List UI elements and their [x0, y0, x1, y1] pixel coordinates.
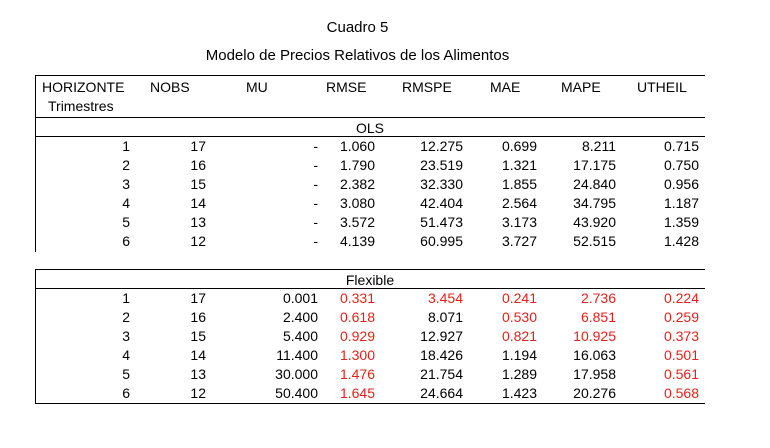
column-header: MAE [490, 79, 521, 95]
table-cell: 3 [122, 176, 130, 192]
table-cell: 0.259 [663, 309, 699, 325]
table-cell: 0.715 [663, 138, 699, 154]
table-cell: 3.080 [339, 195, 375, 211]
table-cell: 24.664 [420, 385, 463, 401]
table-cell: 1.289 [501, 366, 537, 382]
table-cell: 1.476 [339, 366, 375, 382]
table-cell: 13 [190, 214, 206, 230]
table-cell: 0.956 [663, 176, 699, 192]
table-cell: 6 [122, 233, 130, 249]
table-cell: 17 [190, 290, 206, 306]
table-cell: 2.382 [339, 176, 375, 192]
table-cell: 1.428 [663, 233, 699, 249]
table-cell: 12 [190, 385, 206, 401]
table-cell: 2 [122, 309, 130, 325]
table-cell: 5.400 [282, 328, 318, 344]
table-cell: 1.194 [501, 347, 537, 363]
table-cell: 17.958 [573, 366, 616, 382]
table-cell: 30.000 [275, 366, 318, 382]
table-cell: 17.175 [573, 157, 616, 173]
table-cell: 51.473 [420, 214, 463, 230]
table-cell: 42.404 [420, 195, 463, 211]
column-header: HORIZONTE [42, 79, 125, 95]
table-cell: 0.373 [663, 328, 699, 344]
table-cell: 5 [122, 366, 130, 382]
table-cell: 52.515 [573, 233, 616, 249]
table-cell: 1.187 [663, 195, 699, 211]
table-cell: 0.001 [282, 290, 318, 306]
table-cell: 4 [122, 347, 130, 363]
section-label: Flexible [345, 272, 395, 288]
column-header: UTHEIL [637, 79, 687, 95]
section-label: OLS [355, 120, 384, 136]
table-cell: 0.750 [663, 157, 699, 173]
table-cell: 1.359 [663, 214, 699, 230]
table-cell: 14 [190, 347, 206, 363]
table-cell: 0.530 [501, 309, 537, 325]
column-header-sub: Trimestres [48, 98, 114, 114]
table-cell: 0.618 [339, 309, 375, 325]
table-cell: 1.645 [339, 385, 375, 401]
table-cell: 1.300 [339, 347, 375, 363]
table-cell: 3.173 [501, 214, 537, 230]
table-cell: 0.331 [339, 290, 375, 306]
table-cell: 0.561 [663, 366, 699, 382]
table-cell: 10.925 [573, 328, 616, 344]
table-cell: 34.795 [573, 195, 616, 211]
table-cell: - [313, 176, 318, 192]
table-cell: - [313, 157, 318, 173]
table-cell: 2.564 [501, 195, 537, 211]
table-cell: 1.321 [501, 157, 537, 173]
table-cell: 4.139 [339, 233, 375, 249]
table-cell: 32.330 [420, 176, 463, 192]
table-cell: 20.276 [573, 385, 616, 401]
table-cell: 14 [190, 195, 206, 211]
table-cell: 16 [190, 309, 206, 325]
table-cell: 5 [122, 214, 130, 230]
table-cell: 3.454 [427, 290, 463, 306]
table-cell: 4 [122, 195, 130, 211]
column-header: NOBS [150, 79, 190, 95]
table-cell: 2.736 [580, 290, 616, 306]
table-cell: 3 [122, 328, 130, 344]
table-cell: 23.519 [420, 157, 463, 173]
table-cell: 3.727 [501, 233, 537, 249]
table-cell: 60.995 [420, 233, 463, 249]
table-cell: 1 [122, 138, 130, 154]
section-top-border [35, 269, 705, 270]
table-cell: 16 [190, 157, 206, 173]
table-cell: - [313, 233, 318, 249]
table-cell: 6 [122, 385, 130, 401]
table-cell: 8.071 [427, 309, 463, 325]
table-cell: 12.927 [420, 328, 463, 344]
table-cell: 15 [190, 328, 206, 344]
table-cell: 0.568 [663, 385, 699, 401]
table-cell: - [313, 138, 318, 154]
table-cell: 21.754 [420, 366, 463, 382]
table-cell: 24.840 [573, 176, 616, 192]
table-cell: 0.821 [501, 328, 537, 344]
table-cell: 12 [190, 233, 206, 249]
table-left-border [35, 269, 36, 404]
column-header: RMSE [326, 79, 367, 95]
table-cell: 8.211 [582, 138, 616, 154]
table-cell: - [313, 214, 318, 230]
header-rule [35, 117, 705, 118]
table-cell: 0.241 [501, 290, 537, 306]
table-cell: 12.275 [420, 138, 463, 154]
table-left-border [35, 75, 36, 252]
table-cell: 0.501 [663, 347, 699, 363]
table-cell: 2.400 [282, 309, 318, 325]
table-cell: 1.060 [339, 138, 375, 154]
table-cell: 0.699 [501, 138, 537, 154]
table-cell: 0.224 [663, 290, 699, 306]
table-cell: 3.572 [339, 214, 375, 230]
table-cell: 16.063 [573, 347, 616, 363]
table-top-border [35, 75, 705, 76]
table-cell: 11.400 [276, 347, 318, 363]
column-header: MAPE [561, 79, 601, 95]
column-header: RMSPE [402, 79, 452, 95]
table-cell: 1.855 [501, 176, 537, 192]
table-cell: 1.423 [501, 385, 537, 401]
table-cell: 50.400 [275, 385, 318, 401]
table-cell: 1.790 [339, 157, 375, 173]
table-cell: 13 [190, 366, 206, 382]
table-cell: 43.920 [573, 214, 616, 230]
table-subtitle: Modelo de Precios Relativos de los Alimentos [205, 47, 510, 64]
table-cell: 2 [122, 157, 130, 173]
table-title: Cuadro 5 [326, 19, 389, 36]
table-cell: 17 [190, 138, 206, 154]
table-cell: 1 [122, 290, 130, 306]
table-cell: 0.929 [339, 328, 375, 344]
column-header: MU [246, 79, 268, 95]
table-cell: 18.426 [420, 347, 463, 363]
table-cell: 15 [190, 176, 206, 192]
table-cell: 6.851 [580, 309, 616, 325]
table-bottom-border [35, 403, 705, 404]
table-cell: - [313, 195, 318, 211]
